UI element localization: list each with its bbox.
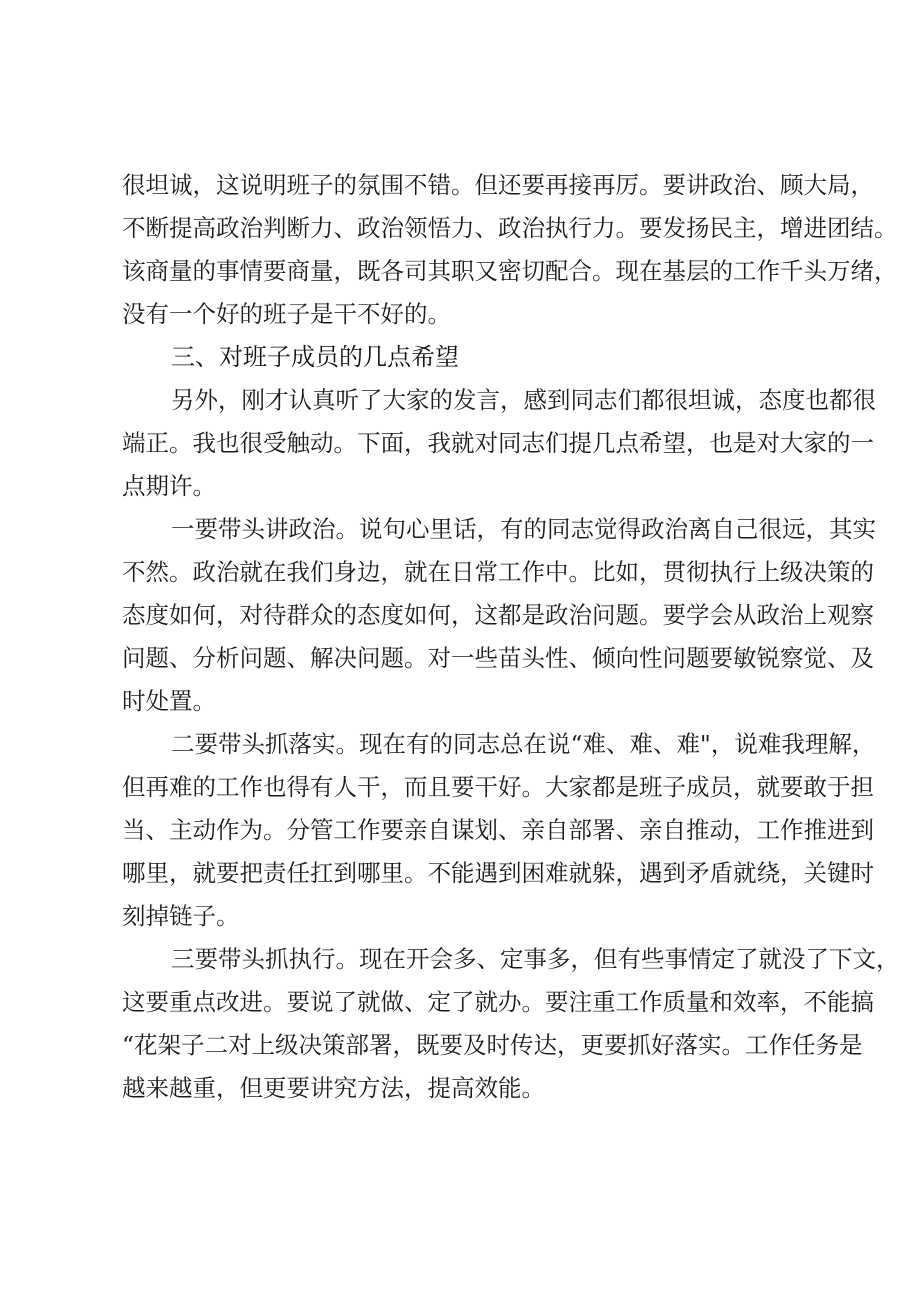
section-heading: 三、对班子成员的几点希望 bbox=[171, 343, 459, 371]
body-text-line: “花架子二对上级决策部署，既要及时传达，更要抓好落实。工作任务是 bbox=[122, 1031, 863, 1059]
body-text-line: 一要带头讲政治。说句心里话，有的同志觉得政治离自己很远，其实 bbox=[171, 515, 876, 543]
body-text-line: 当、主动作为。分管工作要亲自谋划、亲自部署、亲自推动，工作推进到 bbox=[122, 816, 874, 844]
body-text-line: 越来越重，但更要讲究方法，提高效能。 bbox=[122, 1074, 545, 1102]
body-text-line: 很坦诚，这说明班子的氛围不错。但还要再接再厉。要讲政治、顾大局， bbox=[122, 171, 874, 199]
body-text-line: 点期许。 bbox=[122, 472, 216, 500]
body-text-line: 二要带头抓落实。现在有的同志总在说“难、难、难"，说难我理解， bbox=[171, 730, 876, 758]
body-text-line: 另外，刚才认真听了大家的发言，感到同志们都很坦诚，态度也都很 bbox=[171, 386, 876, 414]
body-text-line: 该商量的事情要商量，既各司其职又密切配合。现在基层的工作千头万绪， bbox=[122, 257, 898, 285]
body-text-line: 不断提高政治判断力、政治领悟力、政治执行力。要发扬民主，增进团结。 bbox=[122, 214, 898, 242]
body-text-line: 三要带头抓执行。现在开会多、定事多，但有些事情定了就没了下文， bbox=[171, 945, 900, 973]
body-text-line: 没有一个好的班子是干不好的。 bbox=[122, 300, 451, 328]
body-text-line: 不然。政治就在我们身边，就在日常工作中。比如，贯彻执行上级决策的 bbox=[122, 558, 874, 586]
body-text-line: 但再难的工作也得有人干，而且要干好。大家都是班子成员，就要敢于担 bbox=[122, 773, 874, 801]
body-text-line: 态度如何，对待群众的态度如何，这都是政治问题。要学会从政治上观察 bbox=[122, 601, 874, 629]
body-text-line: 刻掉链子。 bbox=[122, 902, 240, 930]
body-text-line: 时处置。 bbox=[122, 687, 216, 715]
body-text-line: 问题、分析问题、解决问题。对一些苗头性、倾向性问题要敏锐察觉、及 bbox=[122, 644, 874, 672]
body-text-line: 这要重点改进。要说了就做、定了就办。要注重工作质量和效率，不能搞 bbox=[122, 988, 874, 1016]
body-text-line: 端正。我也很受触动。下面，我就对同志们提几点希望，也是对大家的一 bbox=[122, 429, 874, 457]
body-text-line: 哪里，就要把责任扛到哪里。不能遇到困难就躲，遇到矛盾就绕，关键时 bbox=[122, 859, 874, 887]
